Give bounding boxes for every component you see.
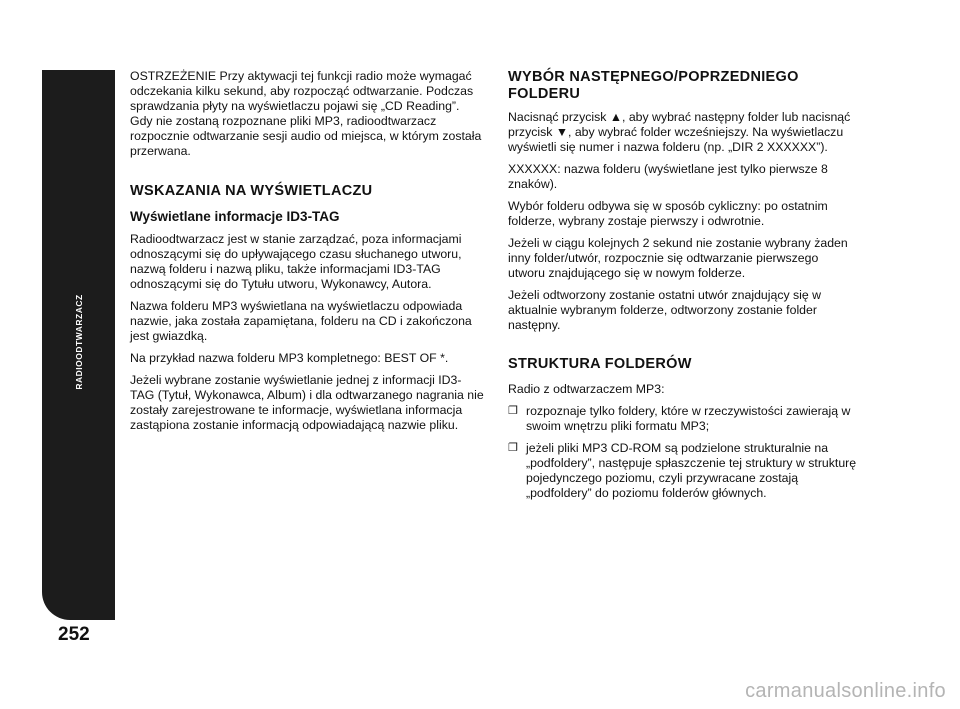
warning-paragraph: OSTRZEŻENIE Przy aktywacji tej funkcji radio może wymagać odczekania kilku sekund, aby rozpocząć odtwarzanie. Podczas sprawdzania płyty na wyświetlaczu pojawi się „CD Reading”. Gdy nie zostaną rozpoznane pliki MP3, radioodtwarzacz rozpocznie odtwarzanie sesji audio od miejsca, w którym została przerwana. xyxy=(130,69,482,158)
page-number: 252 xyxy=(58,624,90,645)
body-paragraph: Jeżeli wybrane zostanie wyświetlanie jednej z informacji ID3-TAG (Tytuł, Wykonawca, Album) i dla odtwarzanego nagrania nie zostały zarejestrowane te informacje, wyświetlana informacja zastąpiona zostanie informacją odpowiadającą nazwie pliku. xyxy=(130,373,484,432)
body-paragraph: Wybór folderu odbywa się w sposób cykliczny: po ostatnim folderze, wybrany zostaje pierwszy i odwrotnie. xyxy=(508,199,828,228)
section-title-display: WSKAZANIA NA WYŚWIETLACZU xyxy=(130,183,373,199)
checkbox-bullet-icon: ❐ xyxy=(508,442,518,454)
list-item-text: jeżeli pliki MP3 CD-ROM są podzielone strukturalnie na „podfoldery”, następuje spłaszczenie tej struktury w strukturę pojedynczego poziomu, czyli przywracane zostają „podfoldery” do poziomu folderów głównych. xyxy=(526,441,857,500)
list-item xyxy=(508,404,858,434)
body-paragraph: Radio z odtwarzaczem MP3: xyxy=(508,382,665,396)
bullet-list xyxy=(508,404,858,501)
right-column xyxy=(508,69,858,508)
body-paragraph: Na przykład nazwa folderu MP3 kompletnego: BEST OF *. xyxy=(130,351,449,365)
body-paragraph: Jeżeli odtworzony zostanie ostatni utwór znajdujący się w aktualnie wybranym folderze, odtworzony zostanie folder następny. xyxy=(508,288,822,332)
left-column xyxy=(130,69,485,440)
list-item xyxy=(508,441,858,501)
list-item-text: rozpoznaje tylko foldery, które w rzeczywistości zawierają w swoim wnętrzu pliki formatu MP3; xyxy=(526,404,851,433)
section-title-folder-structure: STRUKTURA FOLDERÓW xyxy=(508,356,692,372)
subsection-title-id3: Wyświetlane informacje ID3-TAG xyxy=(130,209,340,224)
watermark-link[interactable]: carmanualsonline.info xyxy=(745,680,946,702)
section-title-folder-select: WYBÓR NASTĘPNEGO/POPRZEDNIEGO FOLDERU xyxy=(508,69,799,102)
body-paragraph: Jeżeli w ciągu kolejnych 2 sekund nie zostanie wybrany żaden inny folder/utwór, rozpocznie się odtwarzanie pierwszego utworu znajdującego się w nowym folderze. xyxy=(508,236,848,280)
sidebar-section-label: RADIOODTWARZACZ xyxy=(74,294,84,390)
body-paragraph: Radioodtwarzacz jest w stanie zarządzać, poza informacjami odnoszącymi się do upływającego czasu słuchanego utworu, nazwą folderu i nazwą pliku, także informacjami ID3-TAG odnoszącymi się do Tytułu utworu, Wykonawcy, Autora. xyxy=(130,232,462,291)
body-paragraph: XXXXXX: nazwa folderu (wyświetlane jest tylko pierwsze 8 znaków). xyxy=(508,162,828,191)
checkbox-bullet-icon: ❐ xyxy=(508,405,518,417)
body-paragraph: Nacisnąć przycisk ▲, aby wybrać następny folder lub nacisnąć przycisk ▼, aby wybrać folder wcześniejszy. Na wyświetlaczu wyświetli się numer i nazwa folderu (np. „DIR 2 XXXXXX”). xyxy=(508,110,851,154)
body-paragraph: Nazwa folderu MP3 wyświetlana na wyświetlaczu odpowiada nazwie, jaka została zapamiętana, folderu na CD i zakończona jest gwiazdką. xyxy=(130,299,472,343)
